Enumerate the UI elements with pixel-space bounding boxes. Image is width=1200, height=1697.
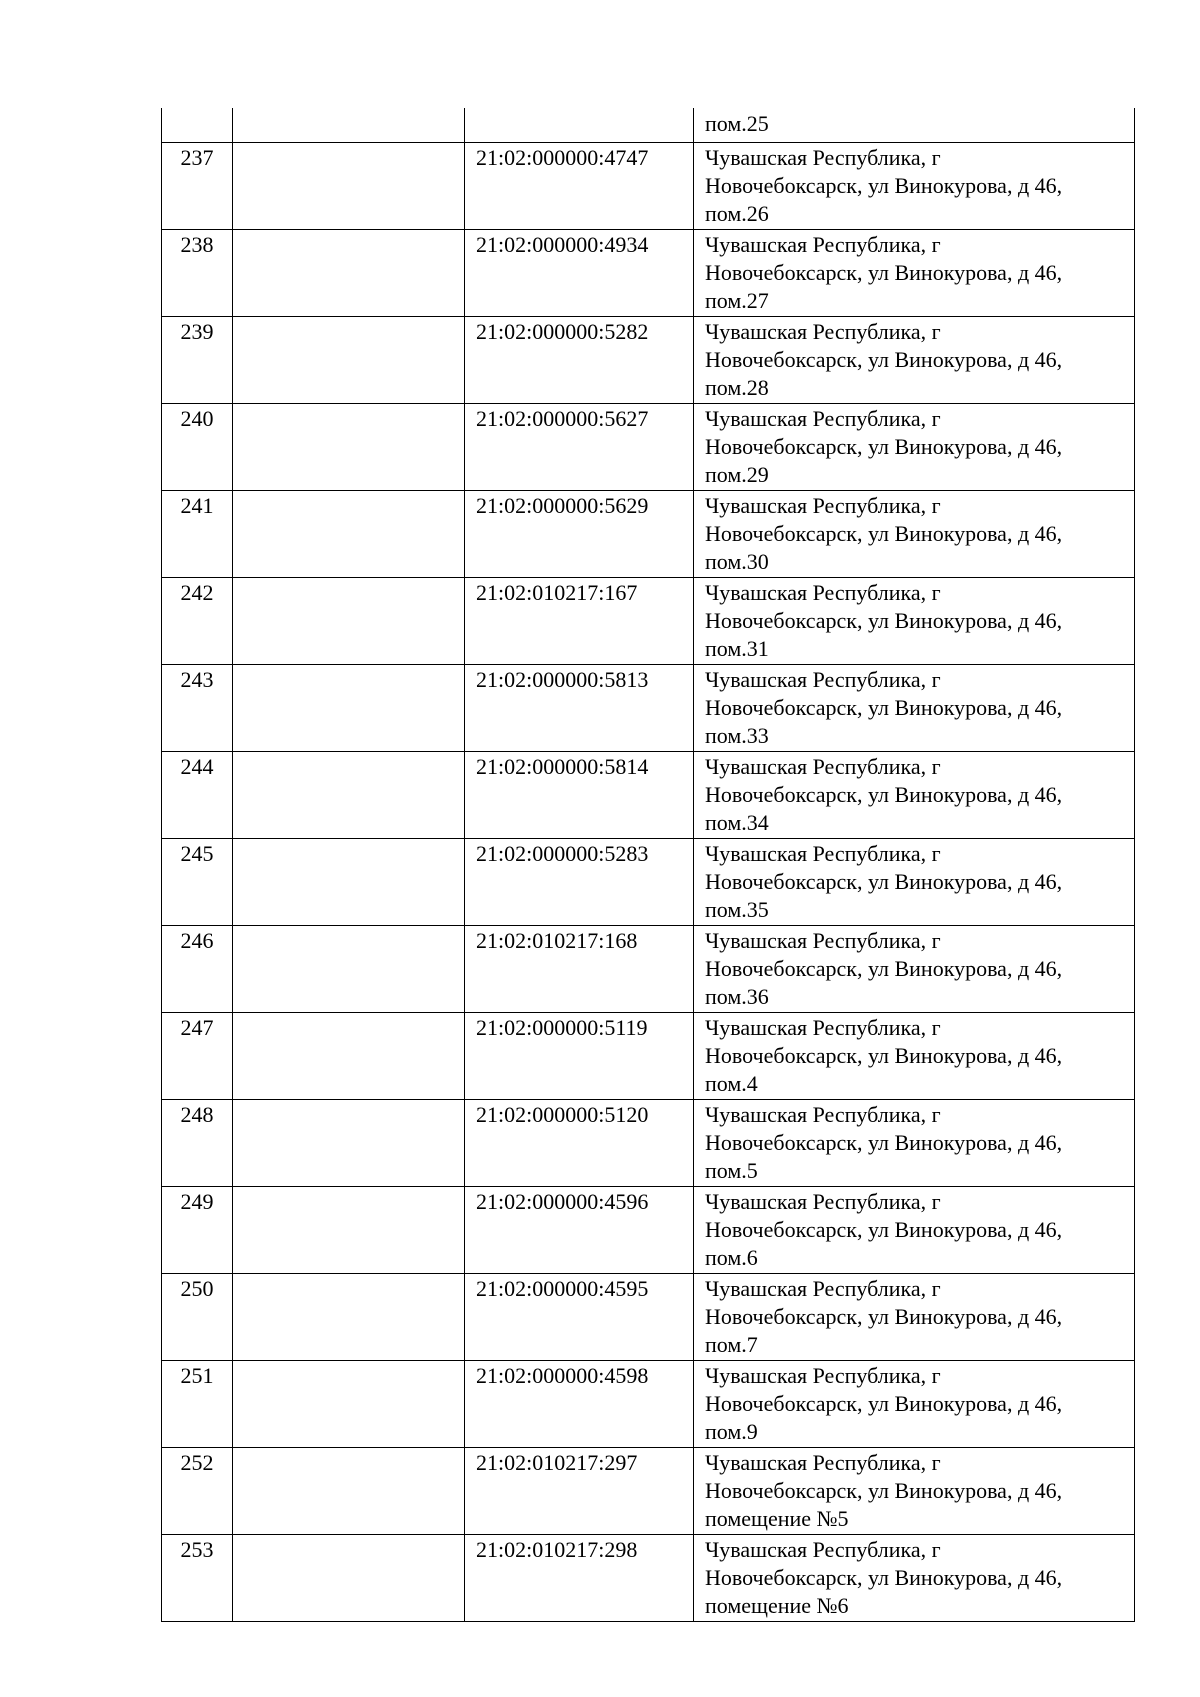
owner-cell xyxy=(233,230,465,317)
address-line: Чувашская Республика, г xyxy=(705,1450,941,1475)
cadastral-number: 21:02:000000:5627 xyxy=(465,404,694,491)
address-line: Новочебоксарск, ул Винокурова, д 46, xyxy=(705,1217,1063,1242)
address-line: помещение №5 xyxy=(705,1506,849,1531)
address-cell xyxy=(694,1013,1135,1100)
address-line: пом.27 xyxy=(705,288,769,313)
row-number: 248 xyxy=(162,1100,233,1187)
owner-cell xyxy=(233,665,465,752)
address-line: пом.7 xyxy=(705,1332,758,1357)
address-cell xyxy=(694,1274,1135,1361)
row-number: 244 xyxy=(162,752,233,839)
address-cell xyxy=(694,839,1135,926)
row-number: 238 xyxy=(162,230,233,317)
address-line: Новочебоксарск, ул Винокурова, д 46, xyxy=(705,434,1063,459)
address-line: Новочебоксарск, ул Винокурова, д 46, xyxy=(705,260,1063,285)
num-cell xyxy=(162,108,233,143)
address-cell xyxy=(694,143,1135,230)
owner-cell xyxy=(233,1448,465,1535)
address-line: Новочебоксарск, ул Винокурова, д 46, xyxy=(705,1478,1063,1503)
owner-cell xyxy=(233,752,465,839)
address-line: пом.36 xyxy=(705,984,769,1009)
address-line: пом.30 xyxy=(705,549,769,574)
cadastral-number: 21:02:010217:297 xyxy=(465,1448,694,1535)
address-cell xyxy=(694,578,1135,665)
address-line: Чувашская Республика, г xyxy=(705,1363,941,1388)
address-line: Новочебоксарск, ул Винокурова, д 46, xyxy=(705,869,1063,894)
owner-cell xyxy=(233,143,465,230)
table-body xyxy=(162,108,1135,1622)
address-line: Чувашская Республика, г xyxy=(705,841,941,866)
address-line: Чувашская Республика, г xyxy=(705,1537,941,1562)
address-line: пом.6 xyxy=(705,1245,758,1270)
cadastral-number: 21:02:000000:5282 xyxy=(465,317,694,404)
owner-cell xyxy=(233,1535,465,1622)
address-line: пом.4 xyxy=(705,1071,758,1096)
row-number: 246 xyxy=(162,926,233,1013)
owner-cell xyxy=(233,578,465,665)
owner-cell xyxy=(233,317,465,404)
cadastral-number: 21:02:000000:4596 xyxy=(465,1187,694,1274)
table-row xyxy=(162,404,1135,491)
table-row xyxy=(162,926,1135,1013)
address-cell xyxy=(694,665,1135,752)
address-line: Новочебоксарск, ул Винокурова, д 46, xyxy=(705,173,1063,198)
cadastral-number: 21:02:000000:4747 xyxy=(465,143,694,230)
address-cell xyxy=(694,926,1135,1013)
cadastral-number: 21:02:000000:5629 xyxy=(465,491,694,578)
address-cell xyxy=(694,404,1135,491)
row-number: 249 xyxy=(162,1187,233,1274)
address-cell xyxy=(694,1448,1135,1535)
address-line: Новочебоксарск, ул Винокурова, д 46, xyxy=(705,521,1063,546)
address-line: Новочебоксарск, ул Винокурова, д 46, xyxy=(705,1304,1063,1329)
cadastral-number: 21:02:000000:5120 xyxy=(465,1100,694,1187)
address-line: пом.9 xyxy=(705,1419,758,1444)
row-number: 240 xyxy=(162,404,233,491)
address-line: пом.29 xyxy=(705,462,769,487)
cadastral-number: 21:02:010217:168 xyxy=(465,926,694,1013)
owner-cell xyxy=(233,404,465,491)
owner-cell xyxy=(233,1100,465,1187)
address-line: пом.34 xyxy=(705,810,769,835)
cadastral-number: 21:02:010217:167 xyxy=(465,578,694,665)
address-line: Чувашская Республика, г xyxy=(705,928,941,953)
table-row xyxy=(162,752,1135,839)
address-line: Чувашская Республика, г xyxy=(705,1189,941,1214)
table-row xyxy=(162,491,1135,578)
owner-cell xyxy=(233,1274,465,1361)
row-number: 239 xyxy=(162,317,233,404)
table-row xyxy=(162,578,1135,665)
cadastral-number: 21:02:000000:4934 xyxy=(465,230,694,317)
address-line: Чувашская Республика, г xyxy=(705,1015,941,1040)
cadastral-number: 21:02:000000:4598 xyxy=(465,1361,694,1448)
table-row xyxy=(162,1448,1135,1535)
cadastral-number: 21:02:010217:298 xyxy=(465,1535,694,1622)
address-line: Новочебоксарск, ул Винокурова, д 46, xyxy=(705,782,1063,807)
cadastral-cell xyxy=(465,108,694,143)
table-row xyxy=(162,230,1135,317)
table-row xyxy=(162,665,1135,752)
row-number: 247 xyxy=(162,1013,233,1100)
address-line: пом.5 xyxy=(705,1158,758,1183)
row-number: 245 xyxy=(162,839,233,926)
address-cell xyxy=(694,1361,1135,1448)
address-line: Новочебоксарск, ул Винокурова, д 46, xyxy=(705,1391,1063,1416)
address-line: Новочебоксарск, ул Винокурова, д 46, xyxy=(705,1130,1063,1155)
address-line: Новочебоксарск, ул Винокурова, д 46, xyxy=(705,1565,1063,1590)
row-number: 253 xyxy=(162,1535,233,1622)
address-line: Чувашская Республика, г xyxy=(705,667,941,692)
row-number: 241 xyxy=(162,491,233,578)
address-line: пом.33 xyxy=(705,723,769,748)
row-number: 252 xyxy=(162,1448,233,1535)
address-line: пом.31 xyxy=(705,636,769,661)
row-number: 237 xyxy=(162,143,233,230)
address-cell xyxy=(694,752,1135,839)
table-row xyxy=(162,1013,1135,1100)
address-cell xyxy=(694,108,1135,143)
owner-cell xyxy=(233,1187,465,1274)
table-row xyxy=(162,839,1135,926)
address-cell xyxy=(694,230,1135,317)
address-line: пом.28 xyxy=(705,375,769,400)
cadastral-number: 21:02:000000:5814 xyxy=(465,752,694,839)
table-row xyxy=(162,317,1135,404)
address-cell xyxy=(694,491,1135,578)
address-line: помещение №6 xyxy=(705,1593,849,1618)
row-number: 250 xyxy=(162,1274,233,1361)
table-row xyxy=(162,1274,1135,1361)
address-line: Чувашская Республика, г xyxy=(705,406,941,431)
address-cell xyxy=(694,1187,1135,1274)
owner-cell xyxy=(233,491,465,578)
address-line: Новочебоксарск, ул Винокурова, д 46, xyxy=(705,608,1063,633)
address-line: Чувашская Республика, г xyxy=(705,232,941,257)
row-number: 242 xyxy=(162,578,233,665)
address-line: Чувашская Республика, г xyxy=(705,1102,941,1127)
cadastral-number: 21:02:000000:5119 xyxy=(465,1013,694,1100)
address-line: Чувашская Республика, г xyxy=(705,1276,941,1301)
address-tail: пом.25 xyxy=(705,111,769,136)
address-line: пом.26 xyxy=(705,201,769,226)
table-row xyxy=(162,1187,1135,1274)
owner-cell xyxy=(233,839,465,926)
address-line: Новочебоксарск, ул Винокурова, д 46, xyxy=(705,1043,1063,1068)
row-number: 243 xyxy=(162,665,233,752)
address-line: Чувашская Республика, г xyxy=(705,493,941,518)
address-line: Чувашская Республика, г xyxy=(705,145,941,170)
property-table xyxy=(161,108,1135,1622)
cadastral-number: 21:02:000000:5813 xyxy=(465,665,694,752)
address-cell xyxy=(694,317,1135,404)
table-row xyxy=(162,1361,1135,1448)
table-row xyxy=(162,1100,1135,1187)
row-number: 251 xyxy=(162,1361,233,1448)
address-line: Новочебоксарск, ул Винокурова, д 46, xyxy=(705,956,1063,981)
address-line: Чувашская Республика, г xyxy=(705,580,941,605)
owner-cell xyxy=(233,926,465,1013)
cadastral-number: 21:02:000000:4595 xyxy=(465,1274,694,1361)
address-line: Чувашская Республика, г xyxy=(705,319,941,344)
address-line: пом.35 xyxy=(705,897,769,922)
table-row xyxy=(162,1535,1135,1622)
address-line: Чувашская Республика, г xyxy=(705,754,941,779)
owner-cell xyxy=(233,1013,465,1100)
owner-cell xyxy=(233,108,465,143)
table-row xyxy=(162,143,1135,230)
table-row-continuation xyxy=(162,108,1135,143)
cadastral-number: 21:02:000000:5283 xyxy=(465,839,694,926)
address-line: Новочебоксарск, ул Винокурова, д 46, xyxy=(705,695,1063,720)
owner-cell xyxy=(233,1361,465,1448)
address-line: Новочебоксарск, ул Винокурова, д 46, xyxy=(705,347,1063,372)
address-cell xyxy=(694,1535,1135,1622)
address-cell xyxy=(694,1100,1135,1187)
